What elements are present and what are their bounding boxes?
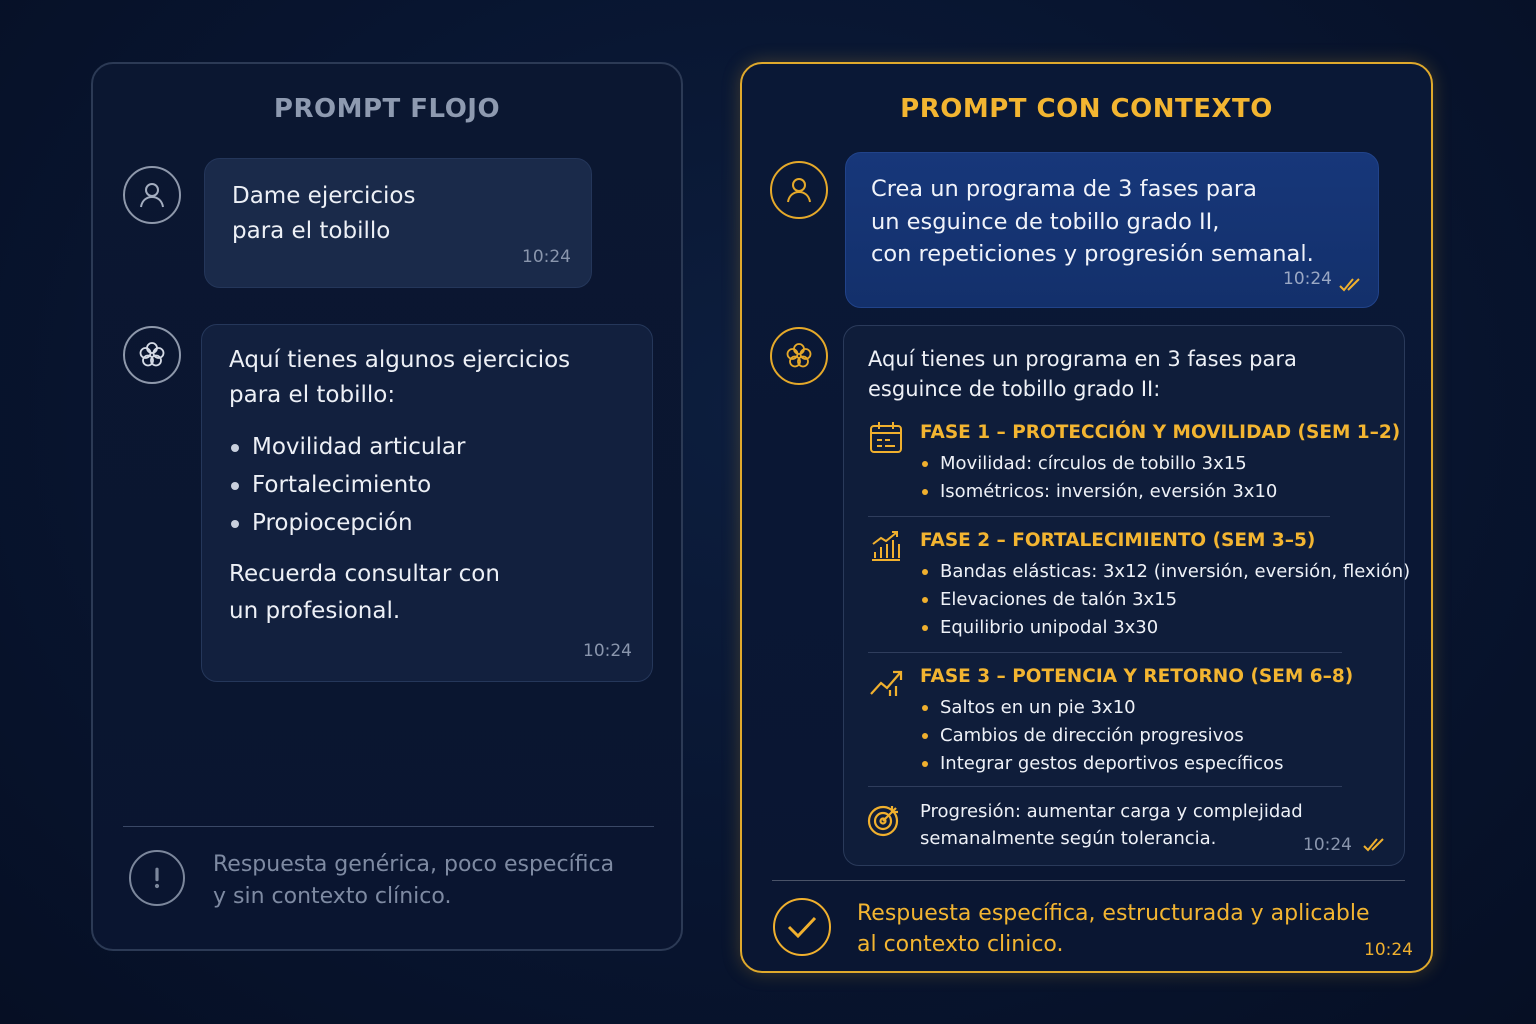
list-item: Integrar gestos deportivos específicos [920, 750, 1284, 778]
contextual-prompt-panel [740, 62, 1433, 973]
double-check-icon [1338, 277, 1366, 293]
trend-up-icon [868, 664, 904, 700]
list-item: Propiocepción [229, 504, 625, 542]
phase-title: FASE 2 – FORTALECIMIENTO (SEM 3–5) [920, 530, 1316, 551]
list-item: Saltos en un pie 3x10 [920, 694, 1284, 722]
message-line: un esguince de tobillo grado II, [871, 208, 1220, 235]
user-message-bubble [204, 158, 592, 288]
message-line: Aquí tienes un programa en 3 fases para [868, 347, 1297, 371]
user-avatar [123, 166, 181, 224]
message-time: 10:24 [1303, 835, 1352, 855]
verdict-line: Respuesta específica, estructurada y aplicable [857, 901, 1370, 926]
verdict-text [213, 849, 614, 913]
user-message-bubble [845, 152, 1379, 308]
check-circle-icon [773, 898, 831, 956]
panel-title: PROMPT FLOJO [273, 94, 501, 124]
verdict-line: Respuesta genérica, poco específica [213, 852, 615, 877]
message-line: esguince de tobillo grado II: [868, 377, 1161, 401]
message-line: para el tobillo [232, 218, 391, 244]
message-line: Recuerda consultar con [229, 561, 500, 587]
message-line: semanalmente según tolerancia. [920, 828, 1217, 849]
assistant-avatar [123, 326, 181, 384]
verdict-text [857, 898, 1370, 960]
message-line: un profesional. [229, 598, 401, 624]
message-line: Crea un programa de 3 fases para [871, 176, 1257, 202]
verdict-line: al contexto clinico. [857, 932, 1064, 957]
phase-items [920, 694, 1284, 778]
user-icon [783, 174, 815, 206]
message-line: Progresión: aumentar carga y complejidad [920, 801, 1303, 822]
assistant-avatar [770, 327, 828, 385]
assistant-logo-icon [136, 339, 168, 371]
message-time: 10:24 [522, 247, 571, 267]
phase-items [920, 558, 1410, 642]
list-item: Fortalecimiento [229, 466, 625, 504]
target-icon [866, 802, 902, 838]
list-item: Movilidad: círculos de tobillo 3x15 [920, 450, 1277, 478]
bar-chart-icon [868, 528, 904, 564]
calendar-icon [868, 420, 904, 456]
weak-prompt-panel [91, 62, 683, 951]
message-line: para el tobillo: [229, 382, 396, 408]
divider [772, 880, 1405, 881]
list-item: Cambios de dirección progresivos [920, 722, 1284, 750]
exercise-list [229, 428, 625, 542]
phase-title: FASE 3 – POTENCIA Y RETORNO (SEM 6–8) [920, 666, 1354, 687]
footer-time: 10:24 [1364, 940, 1413, 960]
warning-icon [129, 850, 185, 906]
phase-title: FASE 1 – PROTECCIÓN Y MOVILIDAD (SEM 1–2) [920, 422, 1401, 443]
list-item: Movilidad articular [229, 428, 625, 466]
message-line: Aquí tienes algunos ejercicios [229, 347, 571, 373]
message-time: 10:24 [1283, 268, 1332, 289]
list-item: Isométricos: inversión, eversión 3x10 [920, 478, 1277, 506]
divider [868, 652, 1342, 653]
message-time: 10:24 [583, 641, 632, 661]
message-line: Dame ejercicios [232, 183, 416, 209]
list-item: Elevaciones de talón 3x15 [920, 586, 1410, 614]
assistant-message-bubble [843, 325, 1411, 866]
divider [868, 516, 1330, 517]
phase-items [920, 450, 1277, 506]
divider [868, 786, 1342, 787]
assistant-logo-icon [783, 340, 815, 372]
message-line: con repeticiones y progresión semanal. [871, 241, 1314, 267]
user-icon [136, 179, 168, 211]
user-avatar [770, 161, 828, 219]
panel-title: PROMPT CON CONTEXTO [900, 94, 1273, 124]
divider [123, 826, 654, 827]
list-item: Equilibrio unipodal 3x30 [920, 614, 1410, 642]
list-item: Bandas elásticas: 3x12 (inversión, eversión, flexión) [920, 558, 1410, 586]
assistant-message-bubble [201, 324, 653, 682]
verdict-line: y sin contexto clínico. [213, 884, 452, 909]
double-check-icon [1362, 837, 1390, 853]
progression-note [920, 798, 1303, 852]
